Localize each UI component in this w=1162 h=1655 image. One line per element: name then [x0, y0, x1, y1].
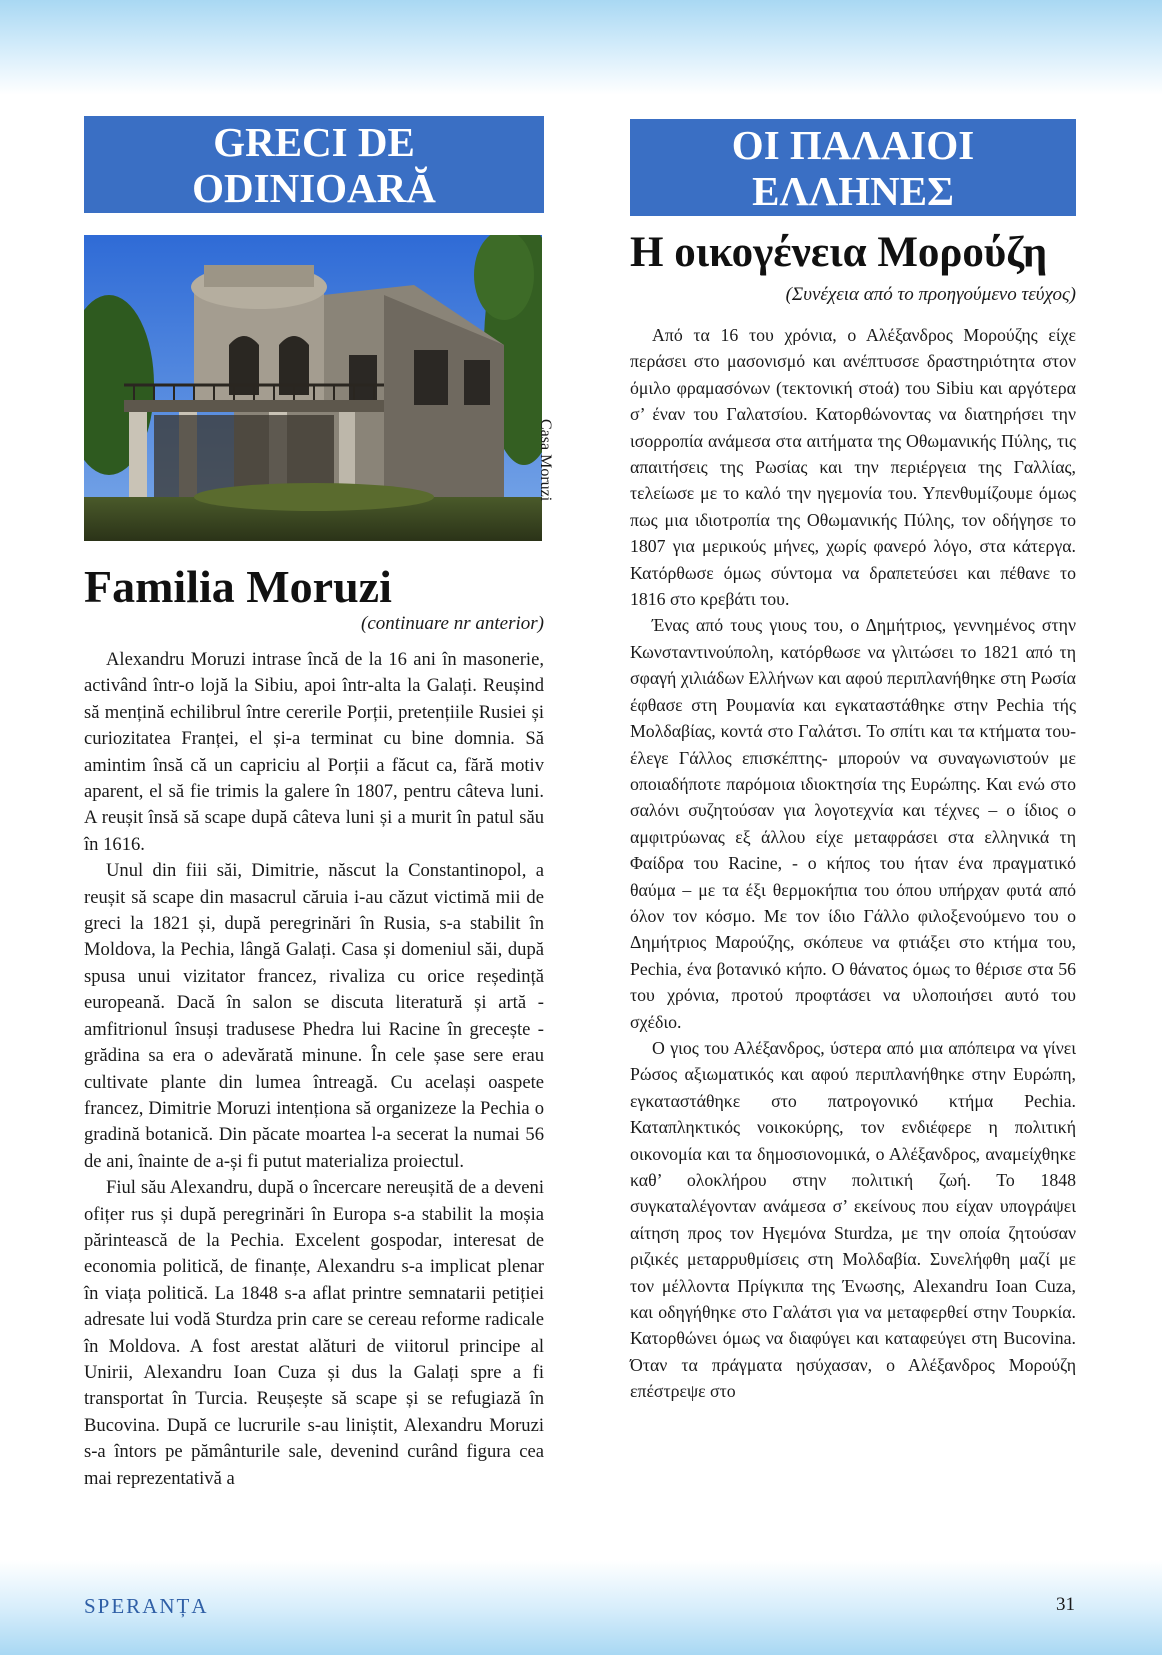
paragraph: Ο γιος του Αλέξανδρος, ύστερα από μια απόπειρα να γίνει Ρώσος αξιωματικός και αφού περιπλανήθηκε στην Ευρώπη, εγκαταστάθηκε στο πατρογονικό κτήμα Pechia. Καταπληκτικός νοικοκύρης, τον ενδιέφερε η πολιτική οικονομία και τα δημοσιονομικά, ο Αλέξανδρος, αναμείχθηκε καθ’ ολοκλήρου στην πολιτική ζωή. Το 1848 συγκαταλέγονταν ανάμεσα σ’ εκείνους που είχαν υπογράψει αίτηση προς τον Ηγεμόνα Sturdza, με την οποία ζητούσαν ριζικές μεταρρυθμίσεις στη Μολδαβία. Συνελήφθη μαζί με τον μέλλοντα Πρίγκιπα της Ένωσης, Alexandru Ioan Cuza, και οδηγήθηκε στο Γαλάτσι για να μεταφερθεί στην Τουρκία. Κατορθώνει όμως να διαφύγει και καταφεύγει στη Bucovina. Όταν τα πράγματα ησύχασαν, ο Αλέξανδρος Μορούζη επέστρεψε στο: [630, 1037, 1076, 1402]
banner-line-1: ΟΙ ΠΑΛΑΙΟΙ: [731, 122, 975, 168]
paragraph: Από τα 16 του χρόνια, ο Αλέξανδρος Μορούζης είχε περάσει στο μασονισμό και ανέπτυσσε δραστηριότητα στον όμιλο φραμασόνων (τεκτονική στοά) του Sibiu και αργότερα σ’ έναν του Γαλατσίου. Κατορθώνοντας να διατηρήσει την ισορροπία ανάμεσα στα αιτήματα της Οθωμανικής Πύλης, τις απαιτήσεις της Ρωσίας και την περιέργεια της Γαλλίας, τελείωσε με το καλό την ηγεμονία του. Υπενθυμίζουμε όμως πως μια ιδιοτροπία της Οθωμανικής Πύλης, τον οδήγησε το 1807 για μερικούς μήνες, χωρίς φανερό λόγο, στα κάτεργα. Κατόρθωσε όμως σύντομα να δραπετεύσει και πέθανε το 1816 στο κρεβάτι του.: [630, 325, 1076, 610]
greek-section-banner: [630, 119, 1076, 216]
article-subtitle-romanian: (continuare nr anterior): [361, 613, 544, 634]
magazine-name: SPERANȚA: [84, 1594, 209, 1618]
banner-line-2: ODINIOARĂ: [192, 165, 436, 211]
paragraph: Alexandru Moruzi intrase încă de la 16 ani în masonerie, activând într-o lojă la Sibiu, apoi într-alta la Galați. Reușind să mențină echilibrul între cererile Porții, pretențiile Rusiei și curiozitatea Franței, el și-a terminat cu bine domnia. Să amintim însă că un capriciu al Porții a făcut ca, fără motiv aparent, el să fie trimis la galere în 1807, pentru câteva luni. A reușit însă să scape după câteva luni și a murit în patul său în 1616.: [84, 649, 544, 855]
banner-line-1: GRECI DE: [213, 119, 415, 165]
banner-line-2: ΕΛΛΗΝΕΣ: [752, 168, 954, 214]
greek-column: [630, 119, 1076, 1405]
romanian-section-banner: [84, 116, 544, 213]
article-subtitle-greek: (Συνέχεια από το προηγούμενο τεύχος): [785, 284, 1076, 305]
page-number: 31: [1056, 1594, 1075, 1615]
article-title-romanian: Familia Moruzi: [84, 561, 392, 612]
paragraph: Fiul său Alexandru, după o încercare nereușită de a deveni ofițer rus și după peregrinări în Europa s-a stabilit la moșia părintească de la Pechia. Excelent gospodar, interesat de economia politică, de finanțe, Alexandru s-a implicat plenar în viața politică. La 1848 s-a aflat printre semnatarii petiției adresate lui vodă Sturdza prin care se cereau reforme radicale în Moldova. A fost arestat alături de viitorul principe al Unirii, Alexandru Ioan Cuza și dus la Galați spre a fi transportat în Turcia. Reușește să scape și se refugiază în Bucovina. După ce lucrurile s-au liniștit, Alexandru Moruzi s-a întors pe pământurile sale, devenind curând figura cea mai reprezentativă a: [84, 1177, 544, 1489]
house-photo-frame: [84, 235, 554, 541]
romanian-column: [84, 116, 554, 1492]
house-photo: [84, 235, 542, 541]
photo-caption: Casa Moruzi: [537, 419, 554, 502]
header-gradient-band: [0, 0, 1162, 95]
article-body-romanian: [84, 647, 544, 1492]
paragraph: Ένας από τους γιους του, ο Δημήτριος, γεννημένος στην Κωνσταντινούπολη, κατόρθωσε να γλιτώσει το 1821 από τη σφαγή χιλιάδων Ελλήνων και αφού περιπλανήθηκε στη Ρωσία έφθασε στη Ρουμανία και εγκαταστάθηκε στην Pechia τής Μολδαβίας, κοντά στο Γαλάτσι. Το σπίτι και τα κτήματα του- έλεγε Γάλλος επισκέπτης- μπορούν να συναγωνιστούν με οποιαδήποτε παρόμοια ιδιοκτησία της Ευρώπης. Και ενώ στο σαλόνι συζητούσαν για λογοτεχνία και τέχνες – ο ίδιος ο αμφιτρύωνας εξ άλλου είχε μεταφράσει στα ελληνικά τη Φαίδρα του Racine, - ο κήπος του ήταν ένα πραγματικό θαύμα – με τα έξι θερμοκήπια του όπου υπήρχαν φυτά από όλον τον κόσμο. Με τον ίδιο Γάλλο φιλοξενούμενο του ο Δημήτριος Μαρούζης, σκόπευε να φτιάξει στο κτήμα του, Pechia, ένα βοτανικό κήπο. Ο θάνατος όμως το θέρισε στα 56 του χρόνια, προτού προφτάσει να υλοποιήσει αυτό του σχέδιο.: [630, 615, 1076, 1032]
article-title-greek: Η οικογένεια Μορούζη: [630, 229, 1048, 276]
article-body-greek: [630, 322, 1076, 1405]
paragraph: Unul din fiii săi, Dimitrie, născut la Constantinopol, a reușit să scape din masacrul căruia i-au căzut victimă mii de greci la 1821 și, după peregrinări în Rusia, s-a stabilit în Moldova, la Pechia, lângă Galați. Casa și domeniul săi, după spusa unui vizitator francez, rivaliza cu orice reședință europeană. Dacă în salon se discuta literatură și artă - amfitrionul însuși tradusese Phedra lui Racine în grecește - grădina sa era o adevărată minune. În cele șase sere erau cultivate plante din lumea întreagă. Cu același oaspete francez, Dimitrie Moruzi intenționa să organizeze la Pechia o gradină botanică. Din păcate moartea l-a secerat la numai 56 de ani, înainte de a-și fi putut materializa proiectul.: [84, 860, 544, 1172]
